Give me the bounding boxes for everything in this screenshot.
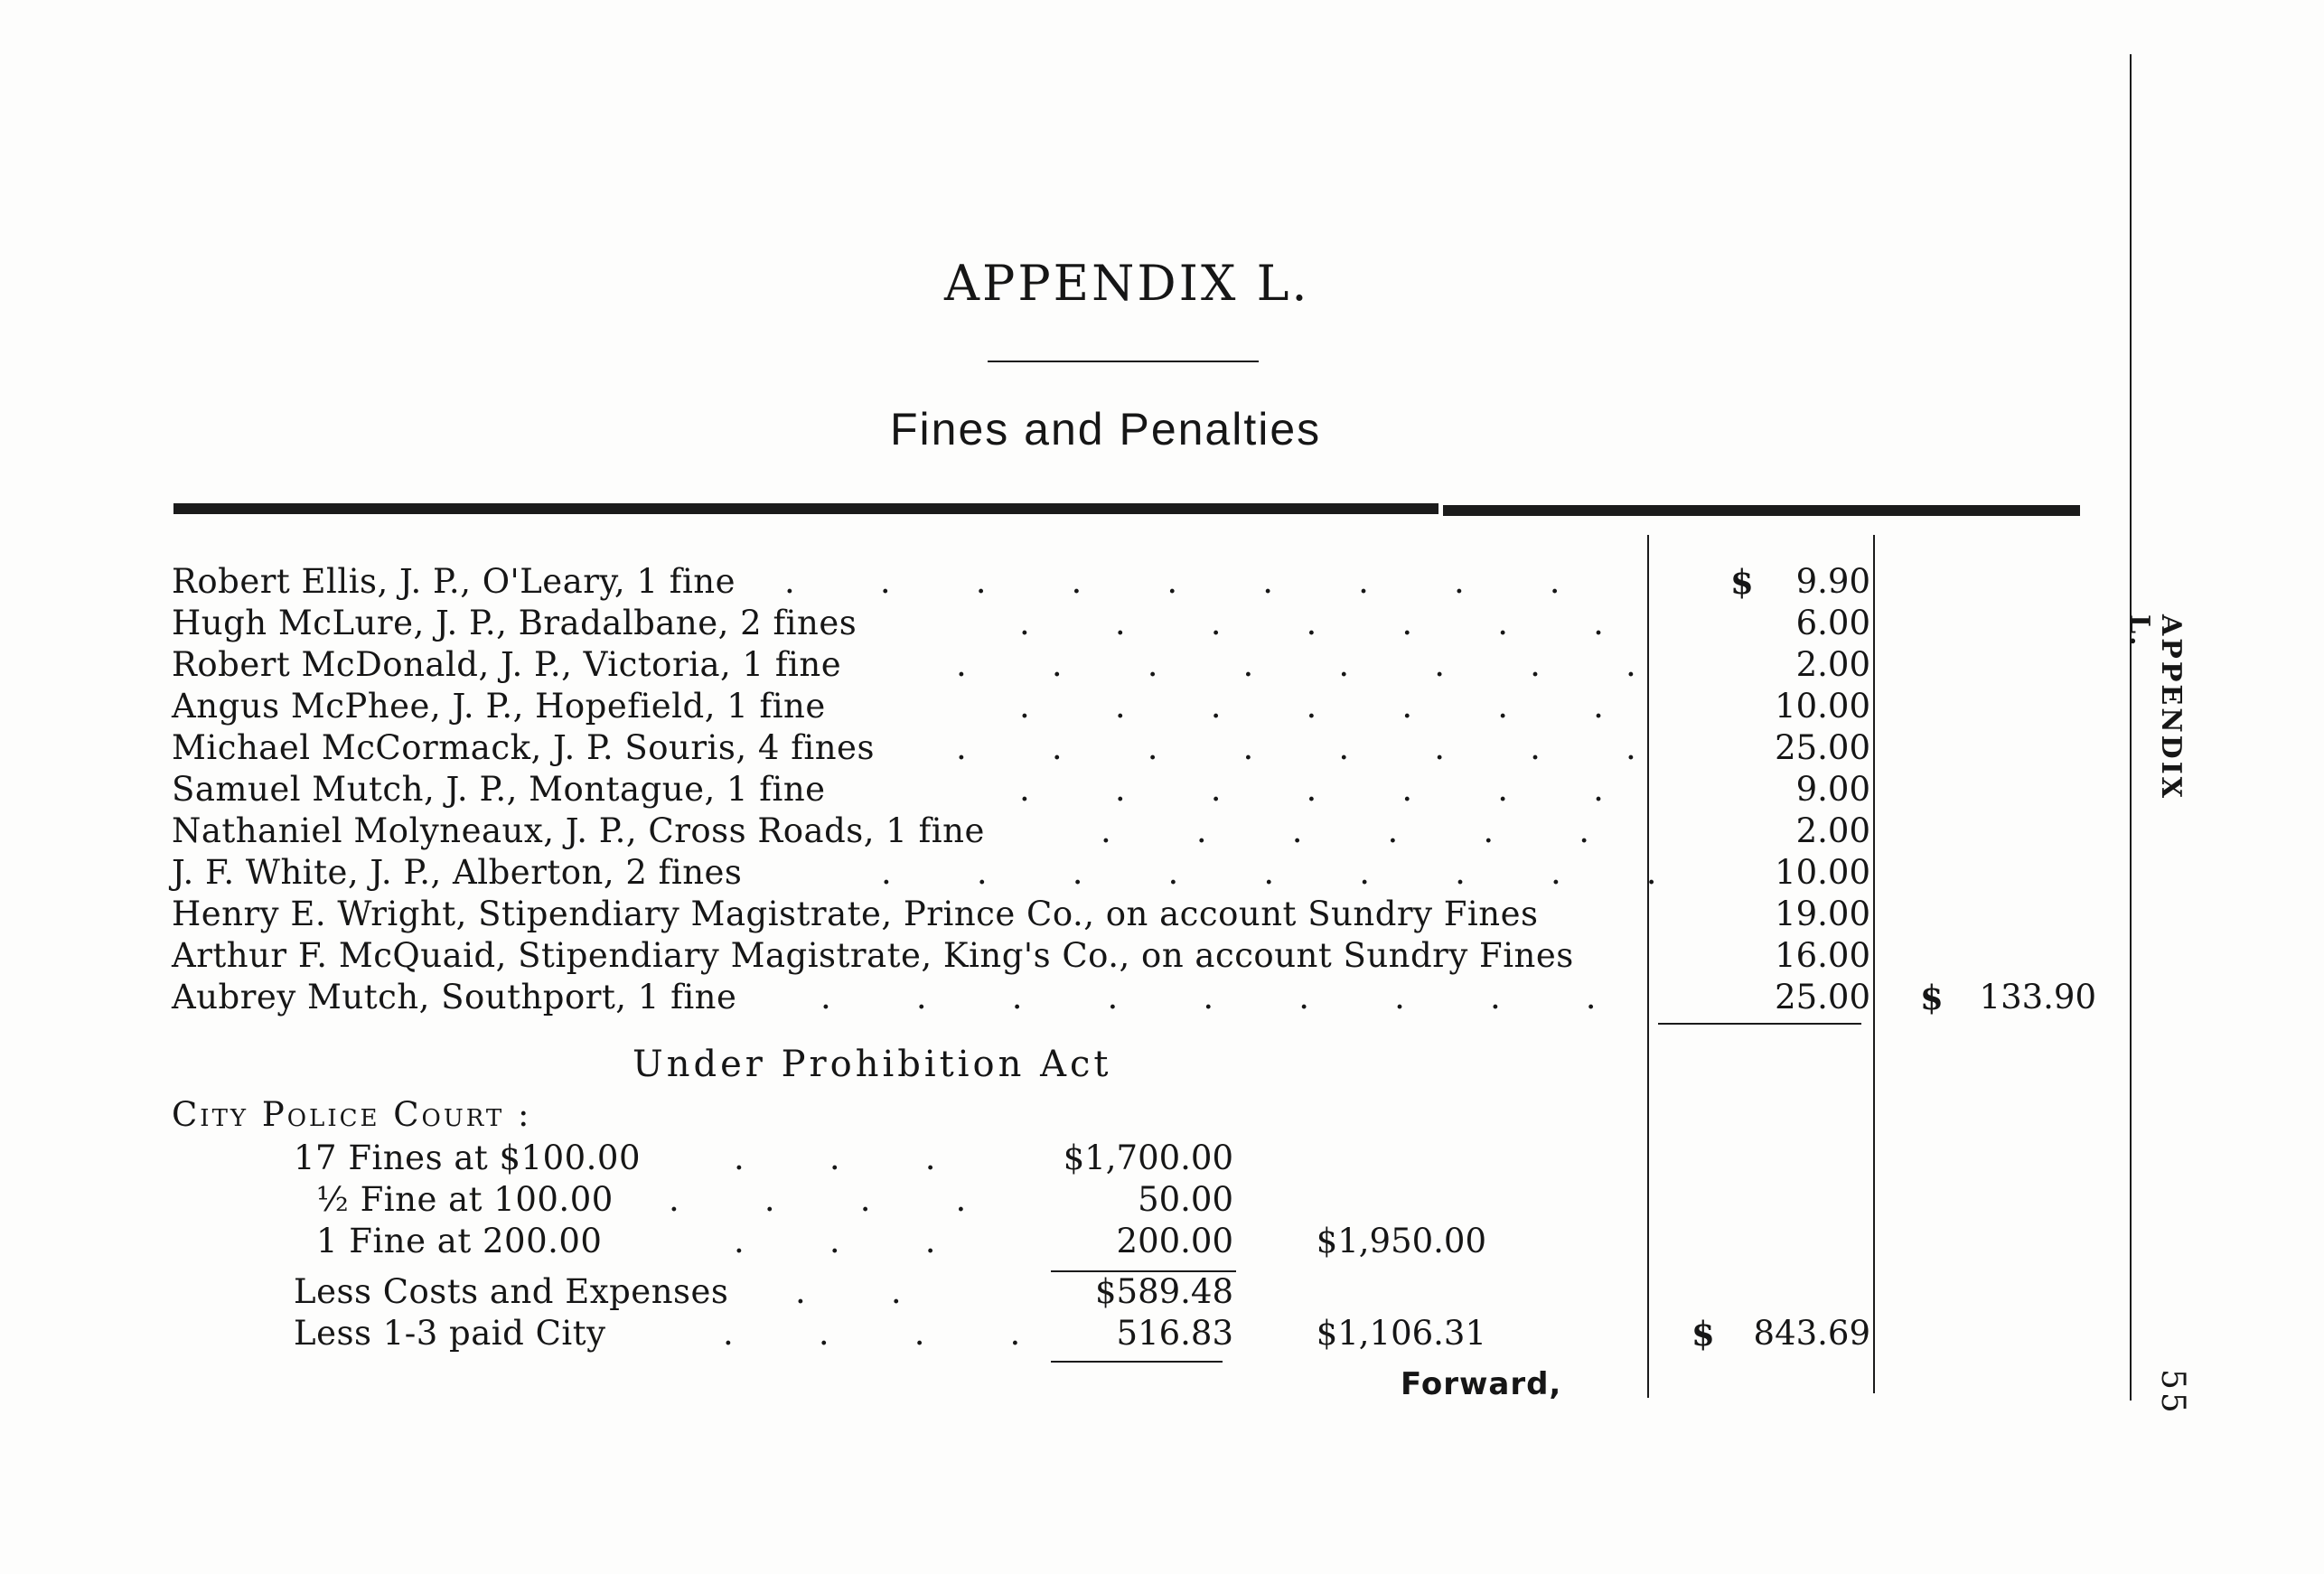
fine-label: Michael McCormack, J. P. Souris, 4 fines [172,728,875,767]
leader-dots: . . . . . . [1101,811,1590,850]
total-currency: $ [1920,978,1944,1017]
prohibition-line-label: Less Costs and Expenses [294,1272,729,1311]
fine-row [172,645,841,684]
table-top-rule-right [1443,505,2080,516]
prohibition-line [316,1222,602,1260]
page-number: 55 [2154,1369,2191,1416]
leader-dots: . . . . . . . [1019,687,1604,726]
fine-amount: 19.00 [1775,895,1870,933]
prohibition-line [316,1180,614,1219]
fine-label: Hugh McLure, J. P., Bradalbane, 2 fines [172,604,857,642]
fine-row [172,604,857,642]
fine-row [172,853,742,892]
fine-row [172,562,736,601]
prohibition-net: 843.69 [1753,1314,1870,1353]
leader-dots: . . . . . . . [1019,770,1604,809]
fine-label: Robert Ellis, J. P., O'Leary, 1 fine [172,562,736,601]
prohibition-subtotal: $1,950.00 [1316,1222,1486,1260]
leader-dots: . . . . . . . . [956,645,1636,684]
fine-row [172,895,1538,933]
prohibition-amount: $1,700.00 [1063,1138,1233,1177]
leader-dots: . . . . . . . . . [784,562,1560,601]
fine-amount: 10.00 [1775,853,1870,892]
prohibition-line-label: 1 Fine at 200.00 [316,1222,603,1260]
fine-label: J. F. White, J. P., Alberton, 2 fines [172,853,743,892]
fine-row [172,978,736,1017]
column-rule-1 [1647,535,1649,1398]
title-divider [988,361,1259,362]
prohibition-amount: 200.00 [1116,1222,1233,1260]
prohibition-line-label: 17 Fines at $100.00 [294,1138,642,1177]
running-head: APPENDIX L. [2123,614,2187,801]
leader-dots: . . . . . . . [1019,604,1604,642]
prohibition-subtotal: $1,106.31 [1316,1314,1486,1353]
court-heading: City Police Court : [172,1095,532,1134]
currency-symbol: $ [1730,562,1754,602]
leader-dots: . . [795,1272,902,1311]
fine-amount: 25.00 [1775,978,1870,1017]
leader-dots: . . . . [669,1180,967,1219]
prohibition-line-label: ½ Fine at 100.00 [316,1180,614,1219]
fines-sum-rule [1658,1023,1861,1025]
fine-label: Arthur F. McQuaid, Stipendiary Magistrate, King's Co., on account Sundry Fines [172,936,1574,975]
fine-amount: 10.00 [1775,687,1870,726]
prohibition-line [294,1138,641,1177]
fine-amount: 9.00 [1795,770,1870,809]
fine-label: Samuel Mutch, J. P., Montague, 1 fine [172,770,826,809]
fine-label: Aubrey Mutch, Southport, 1 fine [172,978,737,1017]
leader-dots: . . . [734,1222,936,1260]
leader-dots: . . . . . . . . . [820,978,1597,1017]
fine-row [172,936,1574,975]
fine-amount: 16.00 [1775,936,1870,975]
fine-amount: 9.90 [1795,562,1870,601]
fine-amount: 2.00 [1795,811,1870,850]
fine-label: Nathaniel Molyneaux, J. P., Cross Roads, 1 fine [172,811,985,850]
fine-label: Angus McPhee, J. P., Hopefield, 1 fine [172,687,826,726]
less-rule [1051,1361,1223,1363]
prohibition-heading: Under Prohibition Act [633,1044,1112,1085]
column-rule-2 [1873,535,1875,1393]
prohibition-amount: $589.48 [1094,1272,1233,1311]
leader-dots: . . . . . . . . [956,728,1636,767]
prohibition-amount: 516.83 [1116,1314,1233,1353]
fine-label: Henry E. Wright, Stipendiary Magistrate, Prince Co., on account Sundry Fines [172,895,1539,933]
section-subtitle: Fines and Penalties [890,404,1322,454]
leader-dots: . . . [734,1138,936,1177]
prohibition-line [294,1272,728,1311]
fine-amount: 6.00 [1795,604,1870,642]
leader-dots: . . . . . . . . . [881,853,1657,892]
page-title: APPENDIX L. [944,255,1310,312]
fine-row [172,770,826,809]
table-top-rule-left [173,503,1438,514]
prohibition-line [294,1314,606,1353]
net-currency: $ [1691,1314,1715,1354]
prohibition-line-label: Less 1-3 paid City [294,1314,606,1353]
fine-label: Robert McDonald, J. P., Victoria, 1 fine [172,645,842,684]
fine-amount: 25.00 [1775,728,1870,767]
prohibition-amount: 50.00 [1138,1180,1233,1219]
leader-dots: . . . . [723,1314,1021,1353]
fine-row [172,811,985,850]
fine-row [172,687,826,726]
forward-label: Forward, [1401,1366,1562,1402]
fine-row [172,728,875,767]
fine-amount: 2.00 [1795,645,1870,684]
fines-total: 133.90 [1979,978,2096,1017]
